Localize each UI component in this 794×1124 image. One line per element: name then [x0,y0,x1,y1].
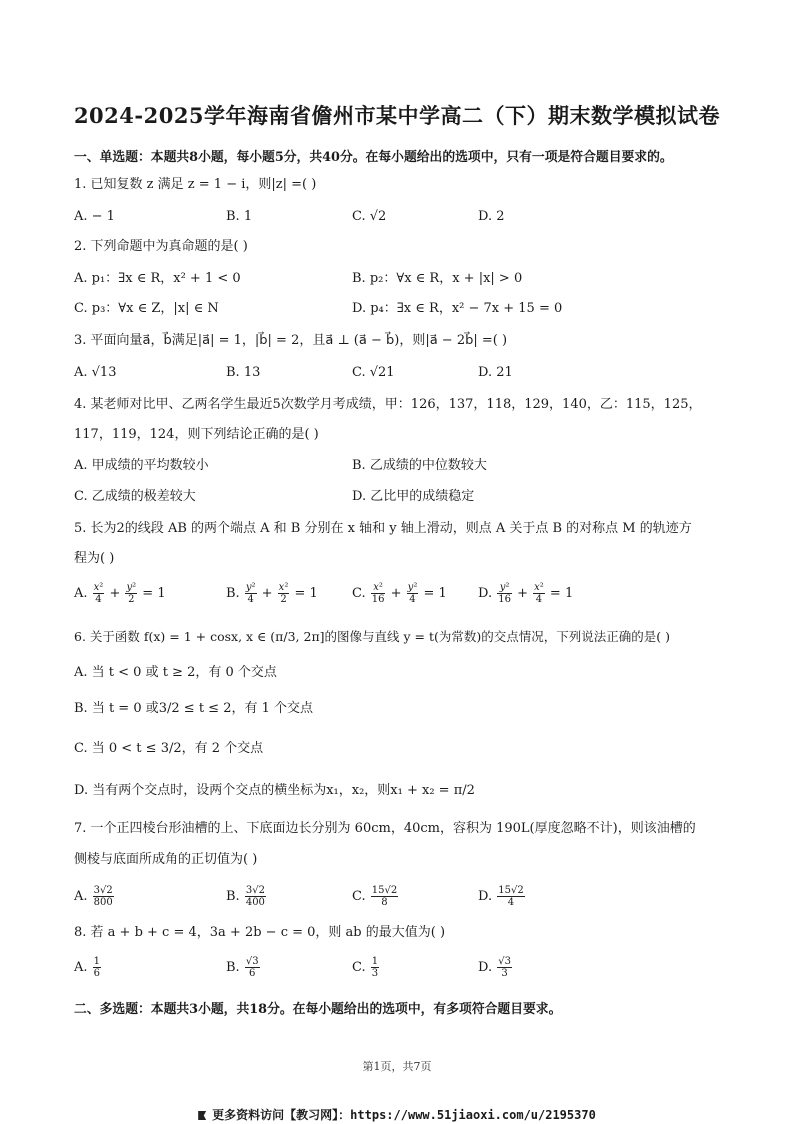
question-4-stem-line2: 117，119，124，则下列结论正确的是( ) [74,427,319,442]
question-1-stem: 1. 已知复数 z 满足 z = 1 − i，则|z| =( ) [74,177,317,192]
q5-option-a: A. $\frac{\text{x²}}{4}$ + $\frac{\text{y²}}{2}$ = 1 [74,582,166,605]
q2-option-a: A. p₁：∃x ∈ R，x² + 1 < 0 [74,271,241,286]
page-title: 2024-2025学年海南省儋州市某中学高二（下）期末数学模拟试卷 [73,103,721,128]
q3-option-c: C. √21 [352,365,395,380]
question-2-stem: 2. 下列命题中为真命题的是( ) [74,239,248,254]
q1-option-c: C. √2 [352,209,387,224]
q6-option-b: B. 当 t = 0 或3/2 ≤ t ≤ 2，有 1 个交点 [74,701,314,716]
q8-option-b: B. $\frac{√3}{6}$ [226,956,259,979]
q8-option-d: D. $\frac{√3}{3}$ [478,956,511,979]
flag-icon [198,1111,206,1120]
question-5-stem-line2: 程为( ) [74,551,115,566]
page-footer: 第1页，共7页 [362,1060,432,1073]
q4-option-a: A. 甲成绩的平均数较小 [74,458,209,473]
q6-option-c: C. 当 0 < t ≤ 3/2，有 2 个交点 [74,741,264,756]
q6-option-d: D. 当有两个交点时，设两个交点的横坐标为x₁，x₂，则x₁ + x₂ = π/2 [74,783,475,798]
q8-option-a: A. $\frac{1}{6}$ [74,956,101,979]
q4-option-c: C. 乙成绩的极差较大 [74,489,196,504]
q4-option-b: B. 乙成绩的中位数较大 [352,458,487,473]
q2-option-d: D. p₄：∃x ∈ R，x² − 7x + 15 = 0 [352,301,563,316]
q3-option-a: A. √13 [74,365,117,380]
question-7-stem-line2: 侧棱与底面所成角的正切值为( ) [74,852,258,867]
q3-option-d: D. 21 [478,365,513,380]
question-7-stem-line1: 7. 一个正四棱台形油槽的上、下底面边长分别为 60cm，40cm，容积为 190L(厚度忽略不计)，则该油槽的 [74,821,696,836]
question-6-stem: 6. 关于函数 f(x) = 1 + cosx, x ∈ (π/3, 2π]的图像与直线 y = t(为常数)的交点情况，下列说法正确的是( ) [74,629,670,644]
q3-option-b: B. 13 [226,365,261,380]
q1-option-d: D. 2 [478,209,505,224]
q1-option-a: A. − 1 [74,209,115,224]
q7-option-a: A. $\frac{3√2}{800}$ [74,885,113,908]
section-heading-single-choice: 一、单选题：本题共8小题，每小题5分，共40分。在每小题给出的选项中，只有一项是符合题目要求的。 [74,150,673,165]
section-heading-multiple-choice: 二、多选题：本题共3小题，共18分。在每小题给出的选项中，有多项符合题目要求。 [74,1002,562,1017]
q7-option-c: C. $\frac{15√2}{8}$ [352,885,398,908]
resource-banner-text[interactable]: 更多资料访问【教习网】：https://www.51jiaoxi.com/u/2195370 [212,1108,596,1122]
q7-option-d: D. $\frac{15√2}{4}$ [478,885,524,908]
resource-banner[interactable] [0,1106,794,1123]
q2-option-b: B. p₂：∀x ∈ R，x + |x| > 0 [352,271,523,286]
q6-option-a: A. 当 t < 0 或 t ≥ 2，有 0 个交点 [74,665,277,680]
question-5-stem-line1: 5. 长为2的线段 AB 的两个端点 A 和 B 分别在 x 轴和 y 轴上滑动，则点 A 关于点 B 的对称点 M 的轨迹方 [74,521,692,536]
q8-option-c: C. $\frac{1}{3}$ [352,956,379,979]
question-3-stem: 3. 平面向量a⃗，b⃗满足|a⃗| = 1，|b⃗| = 2，且a⃗ ⊥ (a⃗ − b⃗)，则|a⃗ − 2b⃗| =( ) [74,333,508,348]
q5-option-b: B. $\frac{\text{y²}}{4}$ + $\frac{\text{x²}}{2}$ = 1 [226,582,318,605]
q1-option-b: B. 1 [226,209,253,224]
q5-option-c: C. $\frac{\text{x²}}{16}$ + $\frac{\text{y²}}{4}$ = 1 [352,582,447,605]
question-8-stem: 8. 若 a + b + c = 4，3a + 2b − c = 0，则 ab 的最大值为( ) [74,925,446,940]
question-4-stem-line1: 4. 某老师对比甲、乙两名学生最近5次数学月考成绩，甲：126，137，118，129，140，乙：115，125， [74,397,702,412]
q2-option-c: C. p₃：∀x ∈ Z，|x| ∈ N [74,301,219,316]
q7-option-b: B. $\frac{3√2}{400}$ [226,885,265,908]
q4-option-d: D. 乙比甲的成绩稳定 [352,489,475,504]
q5-option-d: D. $\frac{\text{y²}}{16}$ + $\frac{\text{x²}}{4}$ = 1 [478,582,574,605]
